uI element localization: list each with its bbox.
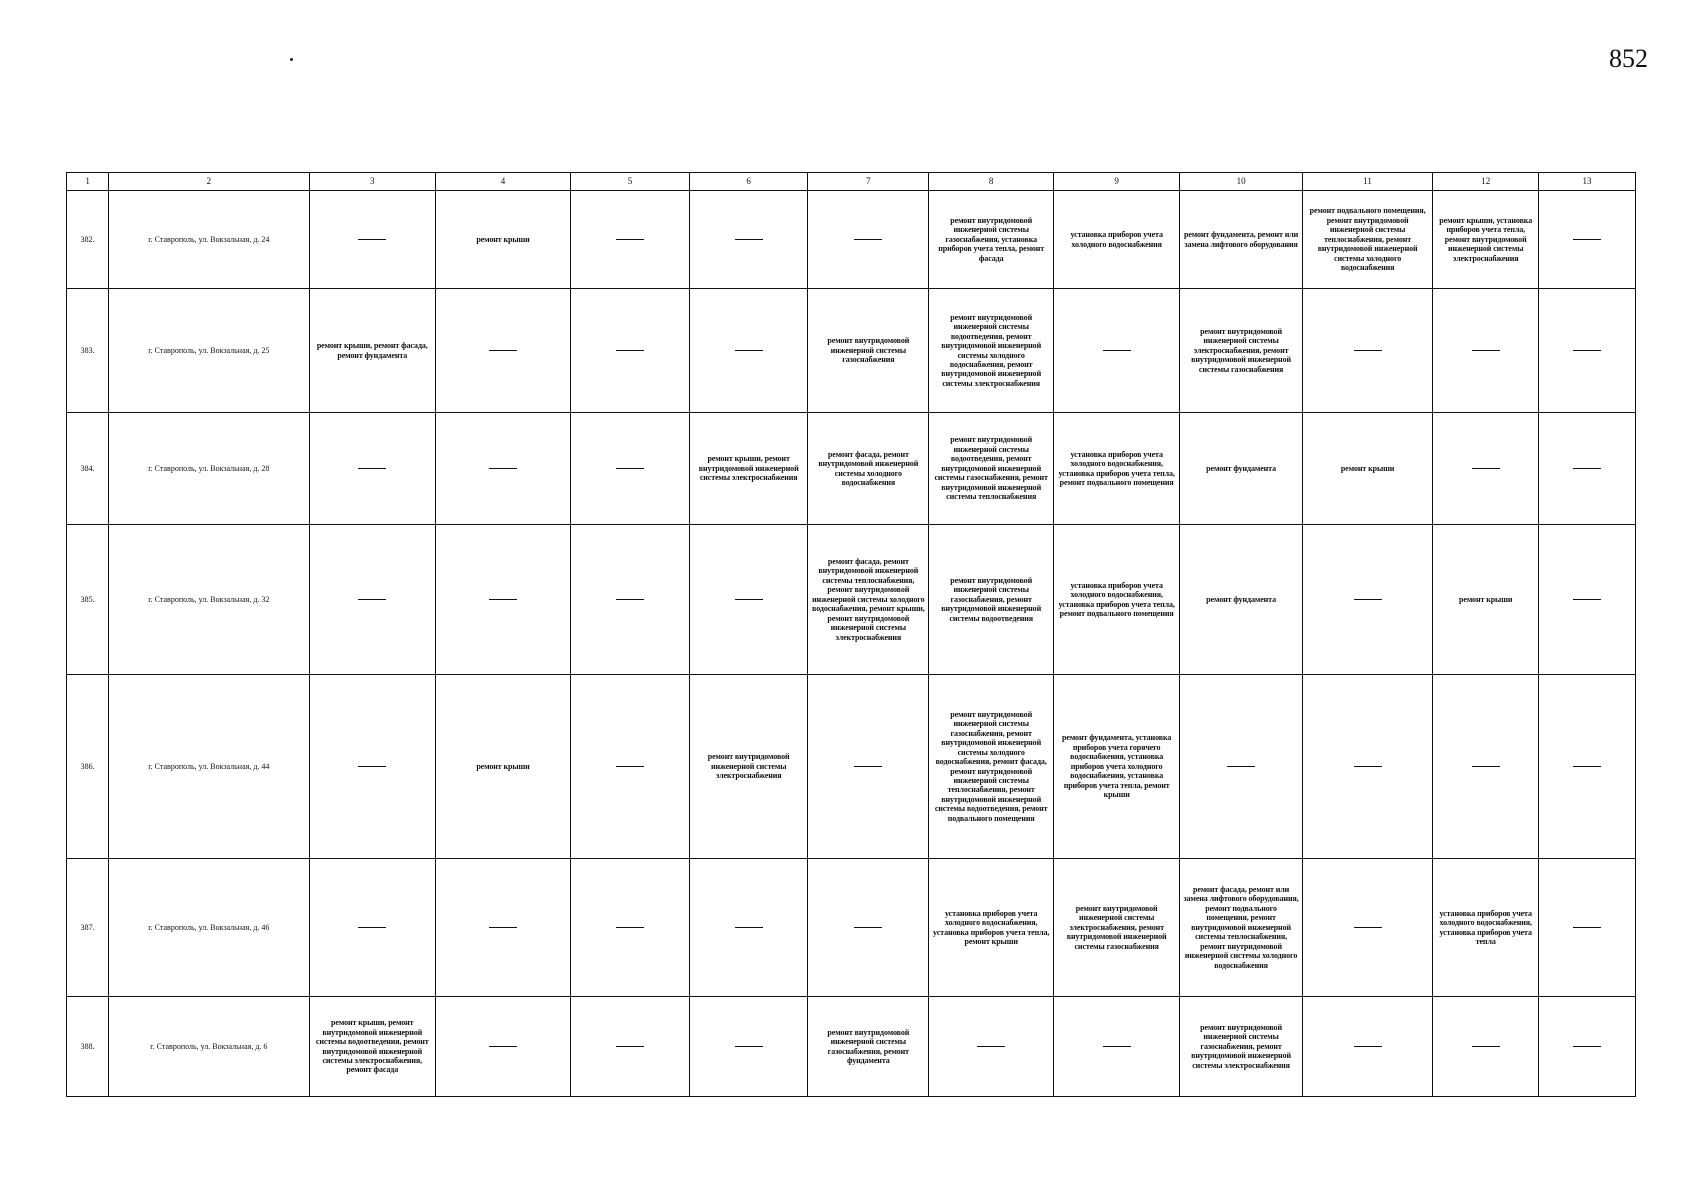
empty-cell (1302, 859, 1433, 997)
work-description: ремонт фасада, ремонт или замена лифтового оборудования, ремонт подвального помещения, ремонт внутридомовой инженерной системы теплоснабжения, ремонт внутридомовой инженерной системы холодного водоснабжения (1183, 885, 1299, 970)
dash-mark (735, 1046, 763, 1047)
address-cell: г. Ставрополь, ул. Вокзальная, д. 28 (109, 413, 309, 525)
dash-mark (489, 350, 517, 351)
work-description: ремонт крыши, ремонт внутридомовой инженерной системы электроснабжения (698, 454, 799, 483)
work-cell (1180, 859, 1302, 997)
empty-cell (436, 289, 571, 413)
empty-cell (1538, 525, 1635, 675)
empty-cell (1538, 859, 1635, 997)
dash-mark (1472, 766, 1500, 767)
address-cell: г. Ставрополь, ул. Вокзальная, д. 44 (109, 675, 309, 859)
empty-cell (1302, 997, 1433, 1097)
dash-mark (1573, 766, 1601, 767)
work-cell (1053, 675, 1180, 859)
empty-cell (570, 413, 689, 525)
empty-cell (1180, 675, 1302, 859)
work-description: установка приборов учета холодного водоснабжения, установка приборов учета тепла, ремонт подвального помещения (1058, 580, 1175, 618)
dash-mark (1103, 350, 1131, 351)
work-cell (1053, 525, 1180, 675)
table-row (67, 859, 1636, 997)
work-cell (808, 997, 929, 1097)
work-cell (929, 289, 1053, 413)
empty-cell (1433, 413, 1538, 525)
dash-mark (616, 350, 644, 351)
work-cell (1053, 413, 1180, 525)
dash-mark (735, 927, 763, 928)
column-header: 13 (1538, 173, 1635, 191)
empty-cell (1538, 675, 1635, 859)
empty-cell (1433, 289, 1538, 413)
work-cell (1180, 191, 1302, 289)
empty-cell (808, 675, 929, 859)
empty-cell (436, 413, 571, 525)
column-header: 11 (1302, 173, 1433, 191)
empty-cell (690, 289, 808, 413)
column-header: 5 (570, 173, 689, 191)
work-cell (929, 859, 1053, 997)
work-description: ремонт внутридомовой инженерной системы электроснабжения, ремонт внутридомовой инженерной системы газоснабжения (1191, 326, 1291, 374)
row-number: 386. (67, 675, 109, 859)
table-row (67, 191, 1636, 289)
empty-cell (570, 191, 689, 289)
dash-mark (489, 927, 517, 928)
dash-mark (616, 927, 644, 928)
work-cell (929, 675, 1053, 859)
work-cell (808, 413, 929, 525)
column-header: 6 (690, 173, 808, 191)
empty-cell (690, 997, 808, 1097)
work-cell (808, 289, 929, 413)
column-header: 2 (109, 173, 309, 191)
column-header: 3 (309, 173, 436, 191)
empty-cell (1538, 997, 1635, 1097)
dash-mark (616, 1046, 644, 1047)
work-cell (929, 413, 1053, 525)
dash-mark (358, 468, 386, 469)
empty-cell (309, 859, 436, 997)
address-cell: г. Ставрополь, ул. Вокзальная, д. 24 (109, 191, 309, 289)
dash-mark (358, 239, 386, 240)
empty-cell (1302, 675, 1433, 859)
empty-cell (309, 413, 436, 525)
dash-mark (1573, 468, 1601, 469)
work-description: установка приборов учета холодного водоснабжения (1070, 230, 1163, 249)
dash-mark (358, 766, 386, 767)
work-cell (1053, 859, 1180, 997)
work-description: установка приборов учета холодного водоснабжения, установка приборов учета тепла, ремонт подвального помещения (1058, 449, 1175, 487)
repair-schedule-table (66, 172, 1636, 1097)
empty-cell (1433, 675, 1538, 859)
empty-cell (690, 525, 808, 675)
address-cell: г. Ставрополь, ул. Вокзальная, д. 6 (109, 997, 309, 1097)
dash-mark (489, 599, 517, 600)
work-description: ремонт крыши (1459, 594, 1513, 604)
column-header: 4 (436, 173, 571, 191)
work-cell (690, 675, 808, 859)
dash-mark (358, 927, 386, 928)
work-cell (808, 525, 929, 675)
empty-cell (808, 191, 929, 289)
empty-cell (570, 997, 689, 1097)
dash-mark (1227, 766, 1255, 767)
work-cell (1433, 525, 1538, 675)
dash-mark (1354, 599, 1382, 600)
empty-cell (690, 859, 808, 997)
address-cell: г. Ставрополь, ул. Вокзальная, д. 46 (109, 859, 309, 997)
work-description: ремонт внутридомовой инженерной системы газоснабжения, ремонт внутридомовой инженерной системы холодного водоснабжения, ремонт фасада, ремонт внутридомовой инженерной системы теплоснабжения, ремонт внутридомовой инженерной системы водоотведения, ремонт подвального помещения (934, 709, 1048, 823)
empty-cell (436, 997, 571, 1097)
work-description: ремонт крыши, ремонт внутридомовой инженерной системы водоотведения, ремонт внутридомовой инженерной системы электроснабжения, ремонт фасада (315, 1018, 429, 1075)
work-description: ремонт внутридомовой инженерной системы электроснабжения, ремонт внутридомовой инженерной системы газоснабжения (1066, 903, 1167, 951)
empty-cell (1302, 525, 1433, 675)
dash-mark (616, 599, 644, 600)
work-description: ремонт крыши, ремонт фасада, ремонт фундамента (316, 341, 428, 360)
empty-cell (808, 859, 929, 997)
work-description: ремонт фундамента (1206, 594, 1276, 604)
dash-mark (489, 1046, 517, 1047)
dash-mark (1573, 350, 1601, 351)
row-number: 382. (67, 191, 109, 289)
work-cell (690, 413, 808, 525)
work-description: ремонт крыши (476, 234, 530, 244)
empty-cell (570, 525, 689, 675)
work-cell (1180, 525, 1302, 675)
dash-mark (1573, 1046, 1601, 1047)
dash-mark (977, 1046, 1005, 1047)
work-description: ремонт фундамента, ремонт или замена лифтового оборудования (1183, 230, 1299, 249)
dash-mark (735, 599, 763, 600)
empty-cell (309, 191, 436, 289)
dash-mark (1354, 766, 1382, 767)
empty-cell (690, 191, 808, 289)
work-cell (436, 675, 571, 859)
column-header: 10 (1180, 173, 1302, 191)
empty-cell (929, 997, 1053, 1097)
table-row (67, 525, 1636, 675)
dash-mark (735, 350, 763, 351)
dash-mark (1103, 1046, 1131, 1047)
work-cell (1053, 191, 1180, 289)
column-number-row (67, 173, 1636, 191)
row-number: 383. (67, 289, 109, 413)
work-description: ремонт внутридомовой инженерной системы водоотведения, ремонт внутридомовой инженерной системы газоснабжения, ремонт внутридомовой инженерной системы теплоснабжения (934, 435, 1048, 502)
dash-mark (1573, 239, 1601, 240)
work-description: установка приборов учета холодного водоснабжения, установка приборов учета тепла (1439, 908, 1532, 946)
work-description: ремонт фасада, ремонт внутридомовой инженерной системы холодного водоснабжения (818, 449, 919, 487)
dash-mark (489, 468, 517, 469)
work-description: ремонт внутридомовой инженерной системы газоснабжения, установка приборов учета тепла, ремонт фасада (938, 215, 1045, 263)
row-number: 385. (67, 525, 109, 675)
address-cell: г. Ставрополь, ул. Вокзальная, д. 32 (109, 525, 309, 675)
dash-mark (854, 927, 882, 928)
work-description: ремонт внутридомовой инженерной системы водоотведения, ремонт внутридомовой инженерной системы холодного водоснабжения, ремонт внутридомовой инженерной системы электроснабжения (941, 312, 1042, 388)
empty-cell (1053, 289, 1180, 413)
dash-mark (616, 239, 644, 240)
work-description: ремонт внутридомовой инженерной системы газоснабжения, ремонт фундамента (827, 1027, 910, 1065)
dash-mark (1354, 1046, 1382, 1047)
empty-cell (1538, 413, 1635, 525)
empty-cell (1538, 191, 1635, 289)
empty-cell (1053, 997, 1180, 1097)
dash-mark (854, 766, 882, 767)
work-description: ремонт фундамента (1206, 463, 1276, 473)
column-header: 12 (1433, 173, 1538, 191)
dash-mark (616, 468, 644, 469)
dash-mark (1354, 927, 1382, 928)
dash-mark (854, 239, 882, 240)
dash-mark (1354, 350, 1382, 351)
work-description: установка приборов учета холодного водоснабжения, установка приборов учета тепла, ремонт крыши (933, 908, 1050, 946)
table-row (67, 289, 1636, 413)
empty-cell (1538, 289, 1635, 413)
empty-cell (570, 289, 689, 413)
work-cell (1180, 289, 1302, 413)
work-description: ремонт внутридомовой инженерной системы газоснабжения, ремонт внутридомовой инженерной системы электроснабжения (1191, 1022, 1291, 1070)
dash-mark (735, 239, 763, 240)
empty-cell (309, 525, 436, 675)
work-description: ремонт крыши (1340, 463, 1395, 473)
work-cell (929, 525, 1053, 675)
column-header: 9 (1053, 173, 1180, 191)
dash-mark (1472, 1046, 1500, 1047)
row-number: 387. (67, 859, 109, 997)
dash-mark (1472, 350, 1500, 351)
empty-cell (570, 675, 689, 859)
empty-cell (1433, 997, 1538, 1097)
empty-cell (570, 859, 689, 997)
dash-mark (358, 599, 386, 600)
address-cell: г. Ставрополь, ул. Вокзальная, д. 25 (109, 289, 309, 413)
work-cell (309, 997, 436, 1097)
row-number: 384. (67, 413, 109, 525)
table-row (67, 675, 1636, 859)
empty-cell (1302, 289, 1433, 413)
work-description: ремонт крыши, установка приборов учета тепла, ремонт внутридомовой инженерной системы электроснабжения (1439, 215, 1533, 263)
column-header: 8 (929, 173, 1053, 191)
work-description: ремонт внутридомовой инженерной системы газоснабжения, ремонт внутридомовой инженерной системы водоотведения (941, 575, 1042, 623)
table-row (67, 413, 1636, 525)
empty-cell (309, 675, 436, 859)
dash-mark (1573, 927, 1601, 928)
row-number: 388. (67, 997, 109, 1097)
work-description: ремонт внутридомовой инженерной системы электроснабжения (707, 752, 790, 781)
work-cell (1180, 997, 1302, 1097)
table-row (67, 997, 1636, 1097)
work-cell (1180, 413, 1302, 525)
work-description: ремонт крыши (476, 761, 530, 771)
work-cell (436, 191, 571, 289)
column-header: 1 (67, 173, 109, 191)
work-cell (1302, 191, 1433, 289)
empty-cell (436, 859, 571, 997)
dash-mark (1573, 599, 1601, 600)
page-number: 852 (1609, 44, 1648, 73)
work-cell (929, 191, 1053, 289)
work-cell (1302, 413, 1433, 525)
dash-mark (1472, 468, 1500, 469)
work-description: ремонт подвального помещения, ремонт внутридомовой инженерной системы теплоснабжения, ремонт внутридомовой инженерной системы холодного водоснабжения (1309, 206, 1426, 273)
work-cell (1433, 859, 1538, 997)
work-description: ремонт внутридомовой инженерной системы газоснабжения (827, 336, 910, 365)
empty-cell (436, 525, 571, 675)
dash-mark (616, 766, 644, 767)
work-description: ремонт фасада, ремонт внутридомовой инженерной системы теплоснабжения, ремонт внутридомовой инженерной системы холодного водоснабжения, ремонт крыши, ремонт внутридомовой инженерной системы электроснабжения (812, 557, 925, 642)
work-cell (1433, 191, 1538, 289)
work-description: ремонт фундамента, установка приборов учета горячего водоснабжения, установка приборов учета холодного водоснабжения, установка приборов учета тепла, ремонт крыши (1062, 733, 1172, 800)
scan-speck (290, 58, 293, 61)
column-header: 7 (808, 173, 929, 191)
work-cell (309, 289, 436, 413)
